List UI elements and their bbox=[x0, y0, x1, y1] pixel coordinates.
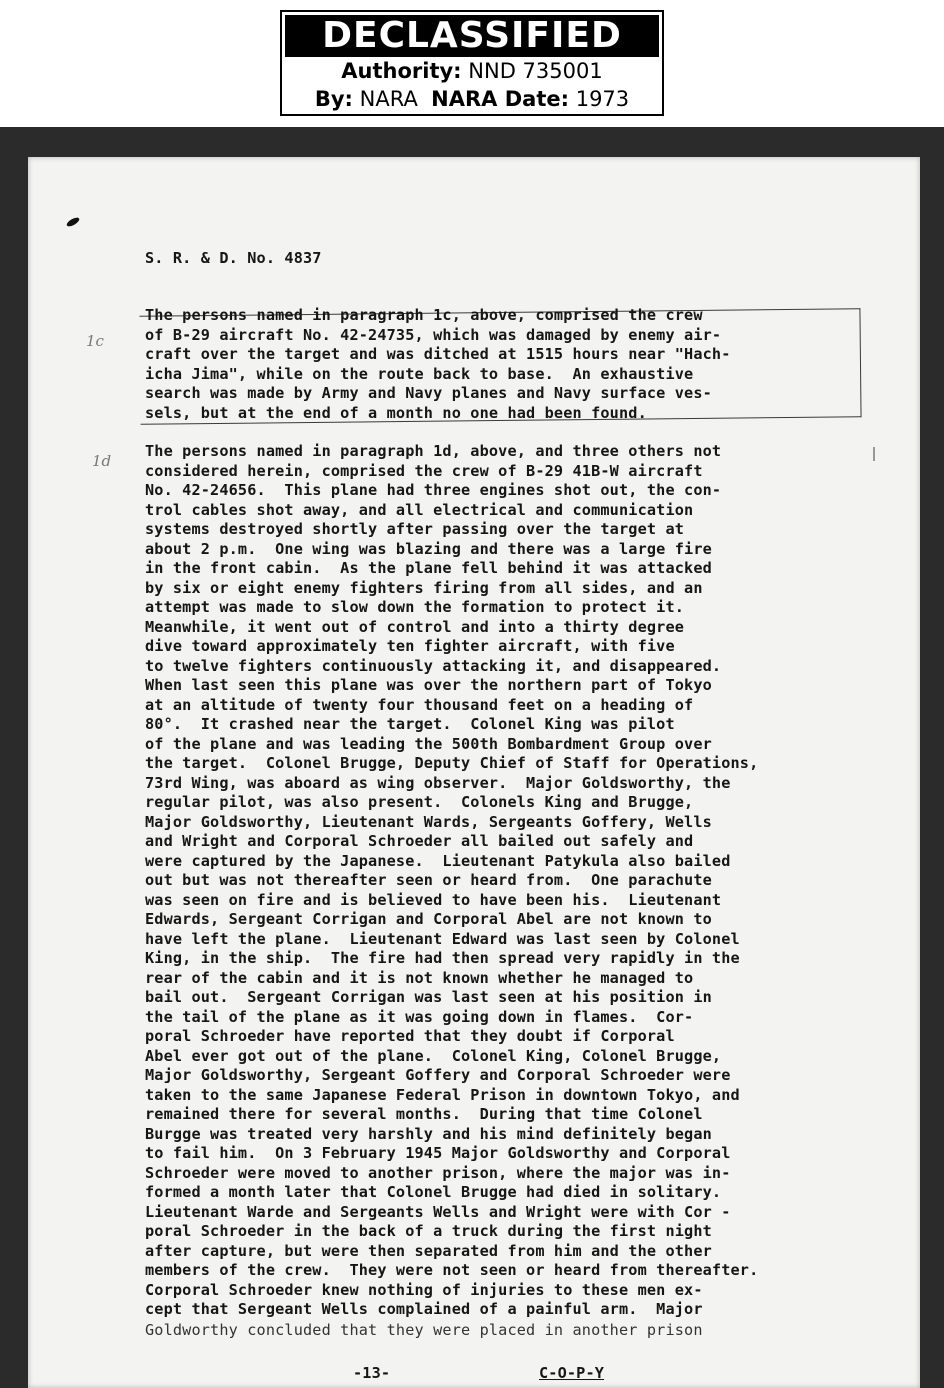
margin-note-1d: 1d bbox=[92, 452, 112, 470]
text-line: members of the crew. They were not seen or heard from thereafter. bbox=[145, 1261, 759, 1279]
scanned-page bbox=[0, 127, 944, 1388]
stamp-title: DECLASSIFIED bbox=[285, 15, 659, 57]
text-line: and Wright and Corporal Schroeder all bailed out safely and bbox=[145, 832, 694, 850]
paragraph-last-line: Goldworthy concluded that they were placed in another prison bbox=[145, 1321, 703, 1339]
text-line: icha Jima", while on the route back to base. An exhaustive bbox=[145, 364, 694, 383]
paper-sheet bbox=[28, 157, 920, 1388]
stamp-date-value: 1973 bbox=[575, 87, 630, 111]
text-line: Edwards, Sergeant Corrigan and Corporal Abel are not known to bbox=[145, 910, 712, 928]
text-line: were captured by the Japanese. Lieutenant Patykula also bailed bbox=[145, 851, 731, 870]
text-line: regular pilot, was also present. Colonels King and Brugge, bbox=[145, 793, 694, 811]
text-line: 80°. It crashed near the target. Colonel King was pilot bbox=[145, 715, 675, 733]
text-line: the tail of the plane as it was going down in flames. Cor- bbox=[145, 1007, 694, 1026]
text-line: When last seen this plane was over the northern part of Tokyo bbox=[145, 676, 712, 694]
text-line: remained there for several months. During that time Colonel bbox=[145, 1105, 703, 1123]
text-line: to twelve fighters continuously attacking it, and disappeared. bbox=[145, 656, 722, 675]
text-line: 73rd Wing, was aboard as wing observer. Major Goldsworthy, the bbox=[145, 773, 731, 792]
text-line: formed a month later that Colonel Brugge had died in solitary. bbox=[145, 1183, 722, 1201]
text-line: have left the plane. Lieutenant Edward was last seen by Colonel bbox=[145, 929, 740, 948]
stamp-by-label: By: bbox=[314, 87, 353, 111]
stamp-authority-line bbox=[282, 58, 662, 84]
copy-mark: C-O-P-Y bbox=[539, 1364, 605, 1382]
page-number: -13- bbox=[353, 1364, 391, 1382]
text-line: the target. Colonel Brugge, Deputy Chief of Staff for Operations, bbox=[145, 754, 759, 772]
text-line: Major Goldsworthy, Sergeant Goffery and Corporal Schroeder were bbox=[145, 1066, 731, 1084]
stamp-by-line bbox=[282, 86, 662, 112]
text-line: search was made by Army and Navy planes and Navy surface ves- bbox=[145, 384, 712, 402]
text-line: about 2 p.m. One wing was blazing and there was a large fire bbox=[145, 539, 712, 558]
text-line: The persons named in paragraph 1c, above, comprised the crew bbox=[145, 306, 703, 324]
stamp-authority-label: Authority: bbox=[341, 59, 462, 83]
text-line: Major Goldsworthy, Lieutenant Wards, Sergeants Goffery, Wells bbox=[145, 812, 712, 831]
text-line: Lieutenant Warde and Sergeants Wells and Wright were with Cor - bbox=[145, 1202, 731, 1221]
text-line: of B-29 aircraft No. 42-24735, which was damaged by enemy air- bbox=[145, 325, 722, 344]
text-line: poral Schroeder in the back of a truck during the first night bbox=[145, 1222, 712, 1240]
text-line: by six or eight enemy fighters firing from all sides, and an bbox=[145, 578, 703, 597]
pencil-tick bbox=[873, 447, 875, 461]
text-line: systems destroyed shortly after passing over the target at bbox=[145, 520, 685, 538]
text-line: poral Schroeder have reported that they doubt if Corporal bbox=[145, 1027, 675, 1045]
text-line: considered herein, comprised the crew of B-29 41B-W aircraft bbox=[145, 461, 703, 480]
text-line: Corporal Schroeder knew nothing of injuries to these men ex- bbox=[145, 1280, 703, 1299]
text-line: cept that Sergeant Wells complained of a painful arm. Major bbox=[145, 1300, 703, 1318]
text-line: out but was not thereafter seen or heard from. One parachute bbox=[145, 871, 712, 889]
text-line: was seen on fire and is believed to have been his. Lieutenant bbox=[145, 890, 722, 909]
text-line: Burgge was treated very harshly and his mind definitely began bbox=[145, 1124, 712, 1143]
text-line: dive toward approximately ten fighter aircraft, with five bbox=[145, 637, 675, 655]
text-line: at an altitude of twenty four thousand feet on a heading of bbox=[145, 695, 694, 714]
text-line: after capture, but were then separated from him and the other bbox=[145, 1241, 712, 1260]
text-line: Abel ever got out of the plane. Colonel King, Colonel Brugge, bbox=[145, 1046, 722, 1065]
stamp-date-label: NARA Date: bbox=[431, 87, 570, 111]
document-header: S. R. & D. No. 4837 bbox=[145, 249, 322, 267]
text-line: of the plane and was leading the 500th Bombardment Group over bbox=[145, 734, 712, 753]
text-line: bail out. Sergeant Corrigan was last seen at his position in bbox=[145, 988, 712, 1006]
margin-note-1c: 1c bbox=[86, 332, 104, 350]
text-line: No. 42-24656. This plane had three engines shot out, the con- bbox=[145, 481, 722, 499]
text-line: craft over the target and was ditched at 1515 hours near "Hach- bbox=[145, 345, 731, 363]
text-line: Meanwhile, it went out of control and into a thirty degree bbox=[145, 617, 685, 636]
paragraph-2 bbox=[145, 442, 758, 1320]
text-line: attempt was made to slow down the formation to protect it. bbox=[145, 598, 685, 616]
ink-speck bbox=[65, 216, 80, 228]
text-line: The persons named in paragraph 1d, above, and three others not bbox=[145, 442, 722, 460]
stamp-by-value: NARA bbox=[359, 87, 418, 111]
stamp-authority-value: NND 735001 bbox=[468, 59, 603, 83]
declassified-stamp bbox=[280, 10, 664, 116]
paragraph-1 bbox=[145, 306, 731, 423]
text-line: to fail him. On 3 February 1945 Major Goldsworthy and Corporal bbox=[145, 1144, 731, 1162]
text-line: Schroeder were moved to another prison, where the major was in- bbox=[145, 1163, 731, 1182]
text-line: trol cables shot away, and all electrical and communication bbox=[145, 500, 694, 519]
text-line: sels, but at the end of a month no one had been found. bbox=[145, 403, 647, 422]
text-line: King, in the ship. The fire had then spread very rapidly in the bbox=[145, 949, 740, 967]
text-line: rear of the cabin and it is not known whether he managed to bbox=[145, 968, 694, 987]
text-line: taken to the same Japanese Federal Prison in downtown Tokyo, and bbox=[145, 1085, 740, 1104]
text-line: in the front cabin. As the plane fell behind it was attacked bbox=[145, 559, 712, 577]
